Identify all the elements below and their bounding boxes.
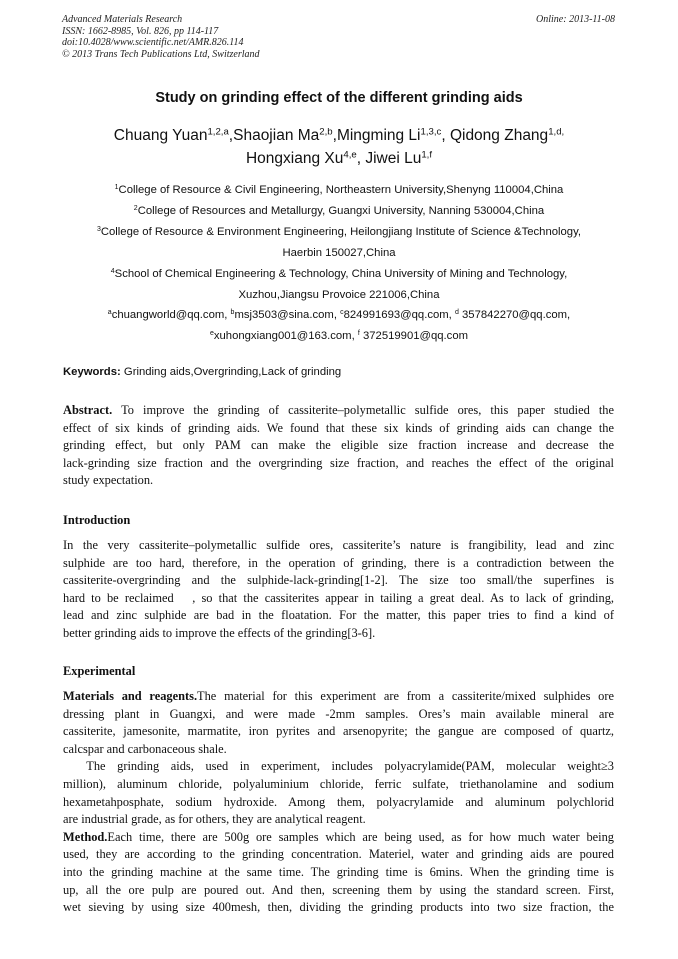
author-name: Hongxiang Xu — [245, 150, 344, 167]
email-sup: e — [209, 330, 214, 338]
affiliation-text: College of Resources and Metallurgy, Guangxi University, Nanning 530004,China — [137, 204, 545, 217]
keywords — [63, 366, 615, 378]
email-sup: d — [454, 309, 459, 317]
author-name: Jiwei Lu — [365, 150, 422, 167]
email-line — [40, 326, 638, 347]
intro-line: lead and zinc sulphide are bad in the floatation. For the matter, this paper tries to find a kind of — [63, 608, 614, 623]
online-date: Online: 2013-11-08 — [536, 14, 615, 25]
intro-line: cassiterite-overgrinding and the sulphide-lack-grinding[1-2]. The size too small/the superfines is — [63, 573, 614, 588]
experimental-heading: Experimental — [63, 664, 136, 678]
paper-title: Study on grinding effect of the different grinding aids — [155, 90, 523, 106]
abstract — [63, 402, 614, 490]
method-line: up, all the ore pulp are poured out. And then, screening them by using the standard screen. First, — [63, 882, 614, 897]
affiliation-text: College of Resource & Environment Engineering, Heilongjiang Institute of Science &Technology, — [100, 225, 582, 238]
method-line: wet sieving by using size 400mesh, then, dividing the grinding products into two size fraction, the — [63, 900, 614, 915]
email-link[interactable]: 824991693@qq.com, — [343, 309, 455, 322]
abstract-line — [63, 402, 614, 420]
affiliation-line — [40, 243, 638, 264]
affiliation-sup: 3 — [96, 225, 101, 233]
affiliation-line — [40, 180, 638, 201]
copyright-line: © 2013 Trans Tech Publications Ltd, Switzerland — [62, 48, 260, 60]
abstract-line: effect of six kinds of grinding aids. We found that these six kinds of grinding aids can change the — [63, 420, 614, 435]
intro-line: hard to be reclaimed , so that the cassiterites appear in tailing a great deal. As to lack of grinding, — [63, 590, 614, 605]
affiliation-sup: 1 — [114, 184, 119, 192]
issn-line: ISSN: 1662-8985, Vol. 826, pp 114-117 — [62, 25, 219, 37]
aids-line: hexametahposphate, sodium hydroxide. Among them, polyacrylamide and aluminum polychlorid — [63, 794, 614, 809]
keywords-label: Keywords: — [63, 366, 121, 378]
method-label: Method. — [63, 829, 108, 844]
email-sup: f — [357, 330, 360, 338]
author-name: Mingming Li — [336, 127, 421, 144]
author-name: Qidong Zhang — [449, 127, 549, 144]
email-link[interactable]: chuangworld@qq.com, — [111, 309, 231, 322]
intro-line: better grinding aids to improve the effects of the grinding[3-6]. — [63, 625, 376, 640]
experimental-body — [63, 688, 614, 917]
abstract-line: grinding effect, but only PAM can make the eligible size fraction increase and decrease the — [63, 438, 614, 453]
abstract-label: Abstract. — [63, 403, 113, 417]
doi-line: doi:10.4028/www.scientific.net/AMR.826.114 — [62, 37, 244, 48]
author-sup: 2,b — [319, 126, 333, 138]
introduction-body — [63, 537, 614, 643]
author-sep: , — [441, 127, 450, 144]
author-line-1 — [40, 124, 638, 147]
email-sup: b — [230, 309, 235, 317]
affiliation-line — [40, 264, 638, 285]
author-sup: 1,3,c — [420, 126, 442, 138]
email-link[interactable]: 372519901@qq.com — [359, 330, 469, 343]
aids-line: The grinding aids, used in experiment, includes polyacrylamide(PAM, molecular weight≥3 — [63, 759, 614, 774]
email-sup: c — [340, 309, 344, 317]
materials-text: The material for this experiment are from a cassiterite/mixed sulphides ore — [197, 689, 614, 703]
materials-line: calcspar and carbonaceous shale. — [63, 741, 227, 756]
aids-line: are industrial grade, as for others, they are analytical reagent. — [63, 812, 366, 827]
abstract-line: study expectation. — [63, 473, 154, 488]
affiliation-line — [40, 201, 638, 222]
affiliation-line — [40, 222, 638, 243]
materials-line: dressing plant in Guangxi, and were made -2mm samples. Ores’s main available mineral are — [63, 706, 614, 721]
author-list — [40, 124, 638, 170]
method-line: used, they are according to the grinding concentration. Materiel, water and grinding aids are poured — [63, 847, 614, 862]
author-line-2 — [40, 147, 638, 170]
method-text: Each time, there are 500g ore samples which are being used, as for how much water being — [107, 829, 614, 844]
author-sup: 4,e — [343, 149, 357, 161]
email-line — [40, 305, 638, 326]
email-sup: a — [107, 309, 112, 317]
author-sup: 1,d, — [548, 126, 565, 138]
journal-header — [62, 14, 260, 60]
email-link[interactable]: xuhongxiang001@163.com, — [213, 330, 358, 343]
materials-line — [63, 688, 614, 706]
aids-line: million), aluminum chloride, polyaluminium chloride, ferric sulfate, triethanolamine and sodium — [63, 776, 614, 791]
abstract-text: To improve the grinding of cassiterite–polymetallic sulfide ores, this paper studied the — [112, 403, 614, 417]
affiliations — [40, 180, 638, 347]
author-sup: 1,f — [421, 149, 432, 161]
materials-line: cassiterite, jamesonite, marmatite, iron pyrites and arsenopyrite; the gangue are composed of quartz, — [63, 724, 614, 739]
affiliation-line — [40, 285, 638, 306]
materials-label: Materials and reagents. — [63, 689, 198, 703]
introduction-heading: Introduction — [63, 513, 131, 527]
author-sep: , — [228, 127, 234, 144]
affiliation-sup: 2 — [133, 205, 138, 213]
intro-line: In the very cassiterite–polymetallic sulfide ores, cassiterite’s nature is frangibility, lead and zinc — [63, 538, 614, 552]
email-link[interactable]: msj3503@sina.com, — [234, 309, 341, 322]
author-name: Shaojian Ma — [233, 127, 320, 144]
author-name: Chuang Yuan — [113, 127, 208, 144]
method-line — [63, 829, 614, 847]
method-line: into the grinding machine at the same time. The grinding time is 6mins. When the grinding time is — [63, 864, 614, 879]
author-sep: , — [356, 150, 366, 167]
journal-name: Advanced Materials Research — [62, 14, 183, 25]
author-sep: , — [332, 127, 337, 144]
intro-line: sulphide are too hard, therefore, in the operation of grinding, there is a contradiction between the — [63, 555, 614, 570]
email-link[interactable]: 357842270@qq.com, — [458, 309, 571, 322]
affiliation-text: College of Resource & Civil Engineering, Northeastern University,Shenyng 110004,China — [118, 184, 564, 196]
author-sup: 1,2,a — [207, 126, 229, 138]
affiliation-text: Haerbin 150027,China — [282, 246, 396, 259]
affiliation-text: School of Chemical Engineering & Technology, China University of Mining and Technology, — [114, 267, 568, 280]
affiliation-sup: 4 — [110, 267, 115, 275]
keywords-text: Grinding aids,Overgrinding,Lack of grinding — [120, 366, 342, 378]
abstract-line: lack-grinding size fraction and the overgrinding size fraction, and reaches the effect of the original — [63, 455, 614, 470]
affiliation-text: Xuzhou,Jiangsu Provoice 221006,China — [238, 288, 440, 301]
